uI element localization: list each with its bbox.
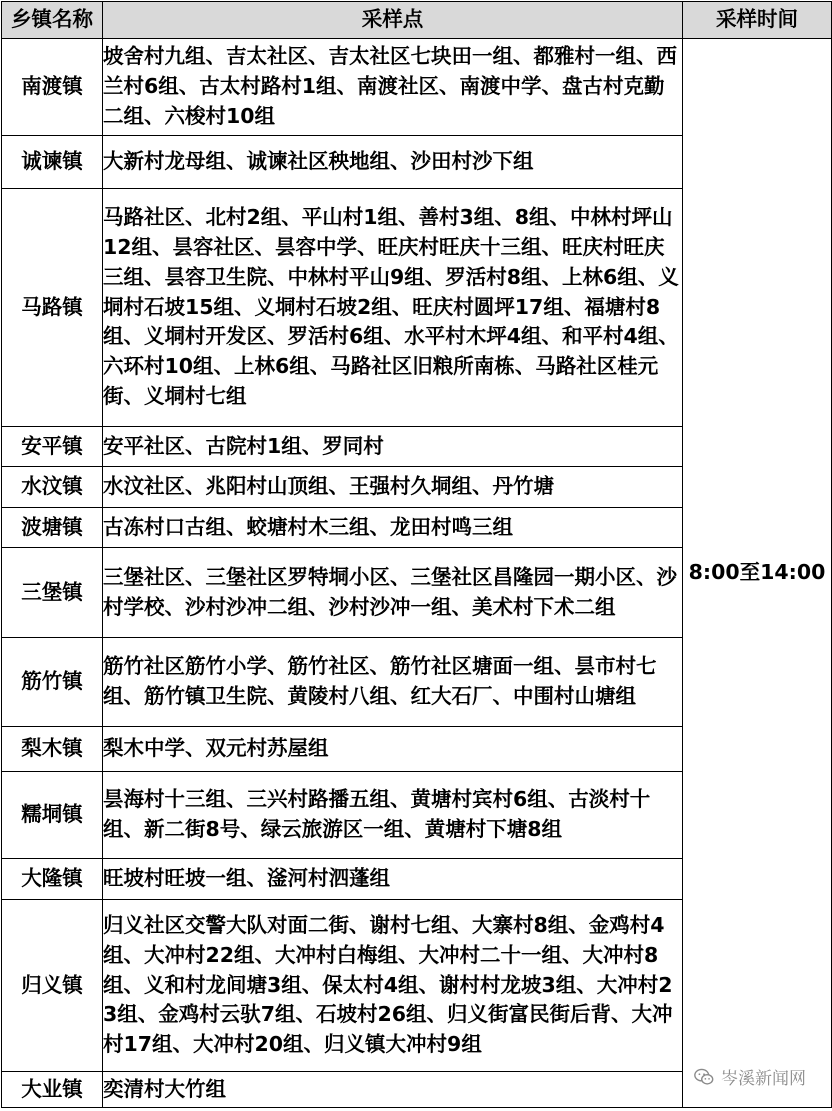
town-cell: 马路镇 [2,189,103,427]
sampling-time-cell: 8:00至14:00 [683,39,832,1108]
header-time: 采样时间 [683,2,832,39]
header-town: 乡镇名称 [2,2,103,39]
town-cell: 大业镇 [2,1072,103,1108]
sites-cell: 归义社区交警大队对面二街、谢村七组、大寨村8组、金鸡村4组、大冲村22组、大冲村白梅组、大冲村二十一组、大冲村8组、义和村龙间塘3组、保太村4组、谢村村龙坡3组、大冲村23组、金鸡村云驮7组、石坡村26组、归义街富民街后背、大冲村17组、大冲村20组、归义镇大冲村9组 [103,900,683,1072]
sites-cell: 安平社区、古院村1组、罗同村 [103,427,683,467]
town-cell: 诚谏镇 [2,136,103,189]
sites-cell: 梨木中学、双元村苏屋组 [103,727,683,772]
sampling-schedule-table [1,1,832,1108]
wechat-icon [693,1066,715,1088]
town-cell: 归义镇 [2,900,103,1072]
watermark-text: 岑溪新闻网 [721,1069,806,1089]
town-cell: 三堡镇 [2,548,103,638]
town-cell: 梨木镇 [2,727,103,772]
town-cell: 南渡镇 [2,39,103,136]
town-cell: 水汶镇 [2,467,103,508]
source-watermark [693,1064,806,1089]
header-sites: 采样点 [103,2,683,39]
sites-cell: 奕清村大竹组 [103,1072,683,1108]
sites-cell: 水汶社区、兆阳村山顶组、王强村久垌组、丹竹塘 [103,467,683,508]
sites-cell: 大新村龙母组、诚谏社区秧地组、沙田村沙下组 [103,136,683,189]
town-cell: 糯垌镇 [2,772,103,859]
town-cell: 筋竹镇 [2,638,103,727]
town-cell: 波塘镇 [2,508,103,548]
table-row [2,39,832,136]
sites-cell: 马路社区、北村2组、平山村1组、善村3组、8组、中林村坪山12组、昙容社区、昙容中学、旺庆村旺庆十三组、旺庆村旺庆三组、昙容卫生院、中林村平山9组、罗活村8组、上林6组、义垌村石坡15组、义垌村石坡2组、旺庆村圆坪17组、福塘村8组、义垌村开发区、罗活村6组、水平村木坪4组、和平村4组、六环村10组、上林6组、马路社区旧粮所南栋、马路社区桂元街、义垌村七组 [103,189,683,427]
sites-cell: 三堡社区、三堡社区罗特垌小区、三堡社区昌隆园一期小区、沙村学校、沙村沙冲二组、沙村沙冲一组、美术村下术二组 [103,548,683,638]
sites-cell: 坡舍村九组、吉太社区、吉太社区七块田一组、都雅村一组、西兰村6组、古太村路村1组、南渡社区、南渡中学、盘古村克勤二组、六梭村10组 [103,39,683,136]
town-cell: 大隆镇 [2,859,103,900]
sites-cell: 古冻村口古组、蛟塘村木三组、龙田村鸣三组 [103,508,683,548]
header-row [2,2,832,39]
sites-cell: 旺坡村旺坡一组、滏河村泗蓬组 [103,859,683,900]
town-cell: 安平镇 [2,427,103,467]
sites-cell: 昙海村十三组、三兴村路播五组、黄塘村宾村6组、古淡村十组、新二街8号、绿云旅游区一组、黄塘村下塘8组 [103,772,683,859]
sites-cell: 筋竹社区筋竹小学、筋竹社区、筋竹社区塘面一组、昙市村七组、筋竹镇卫生院、黄陵村八组、红大石厂、中围村山塘组 [103,638,683,727]
